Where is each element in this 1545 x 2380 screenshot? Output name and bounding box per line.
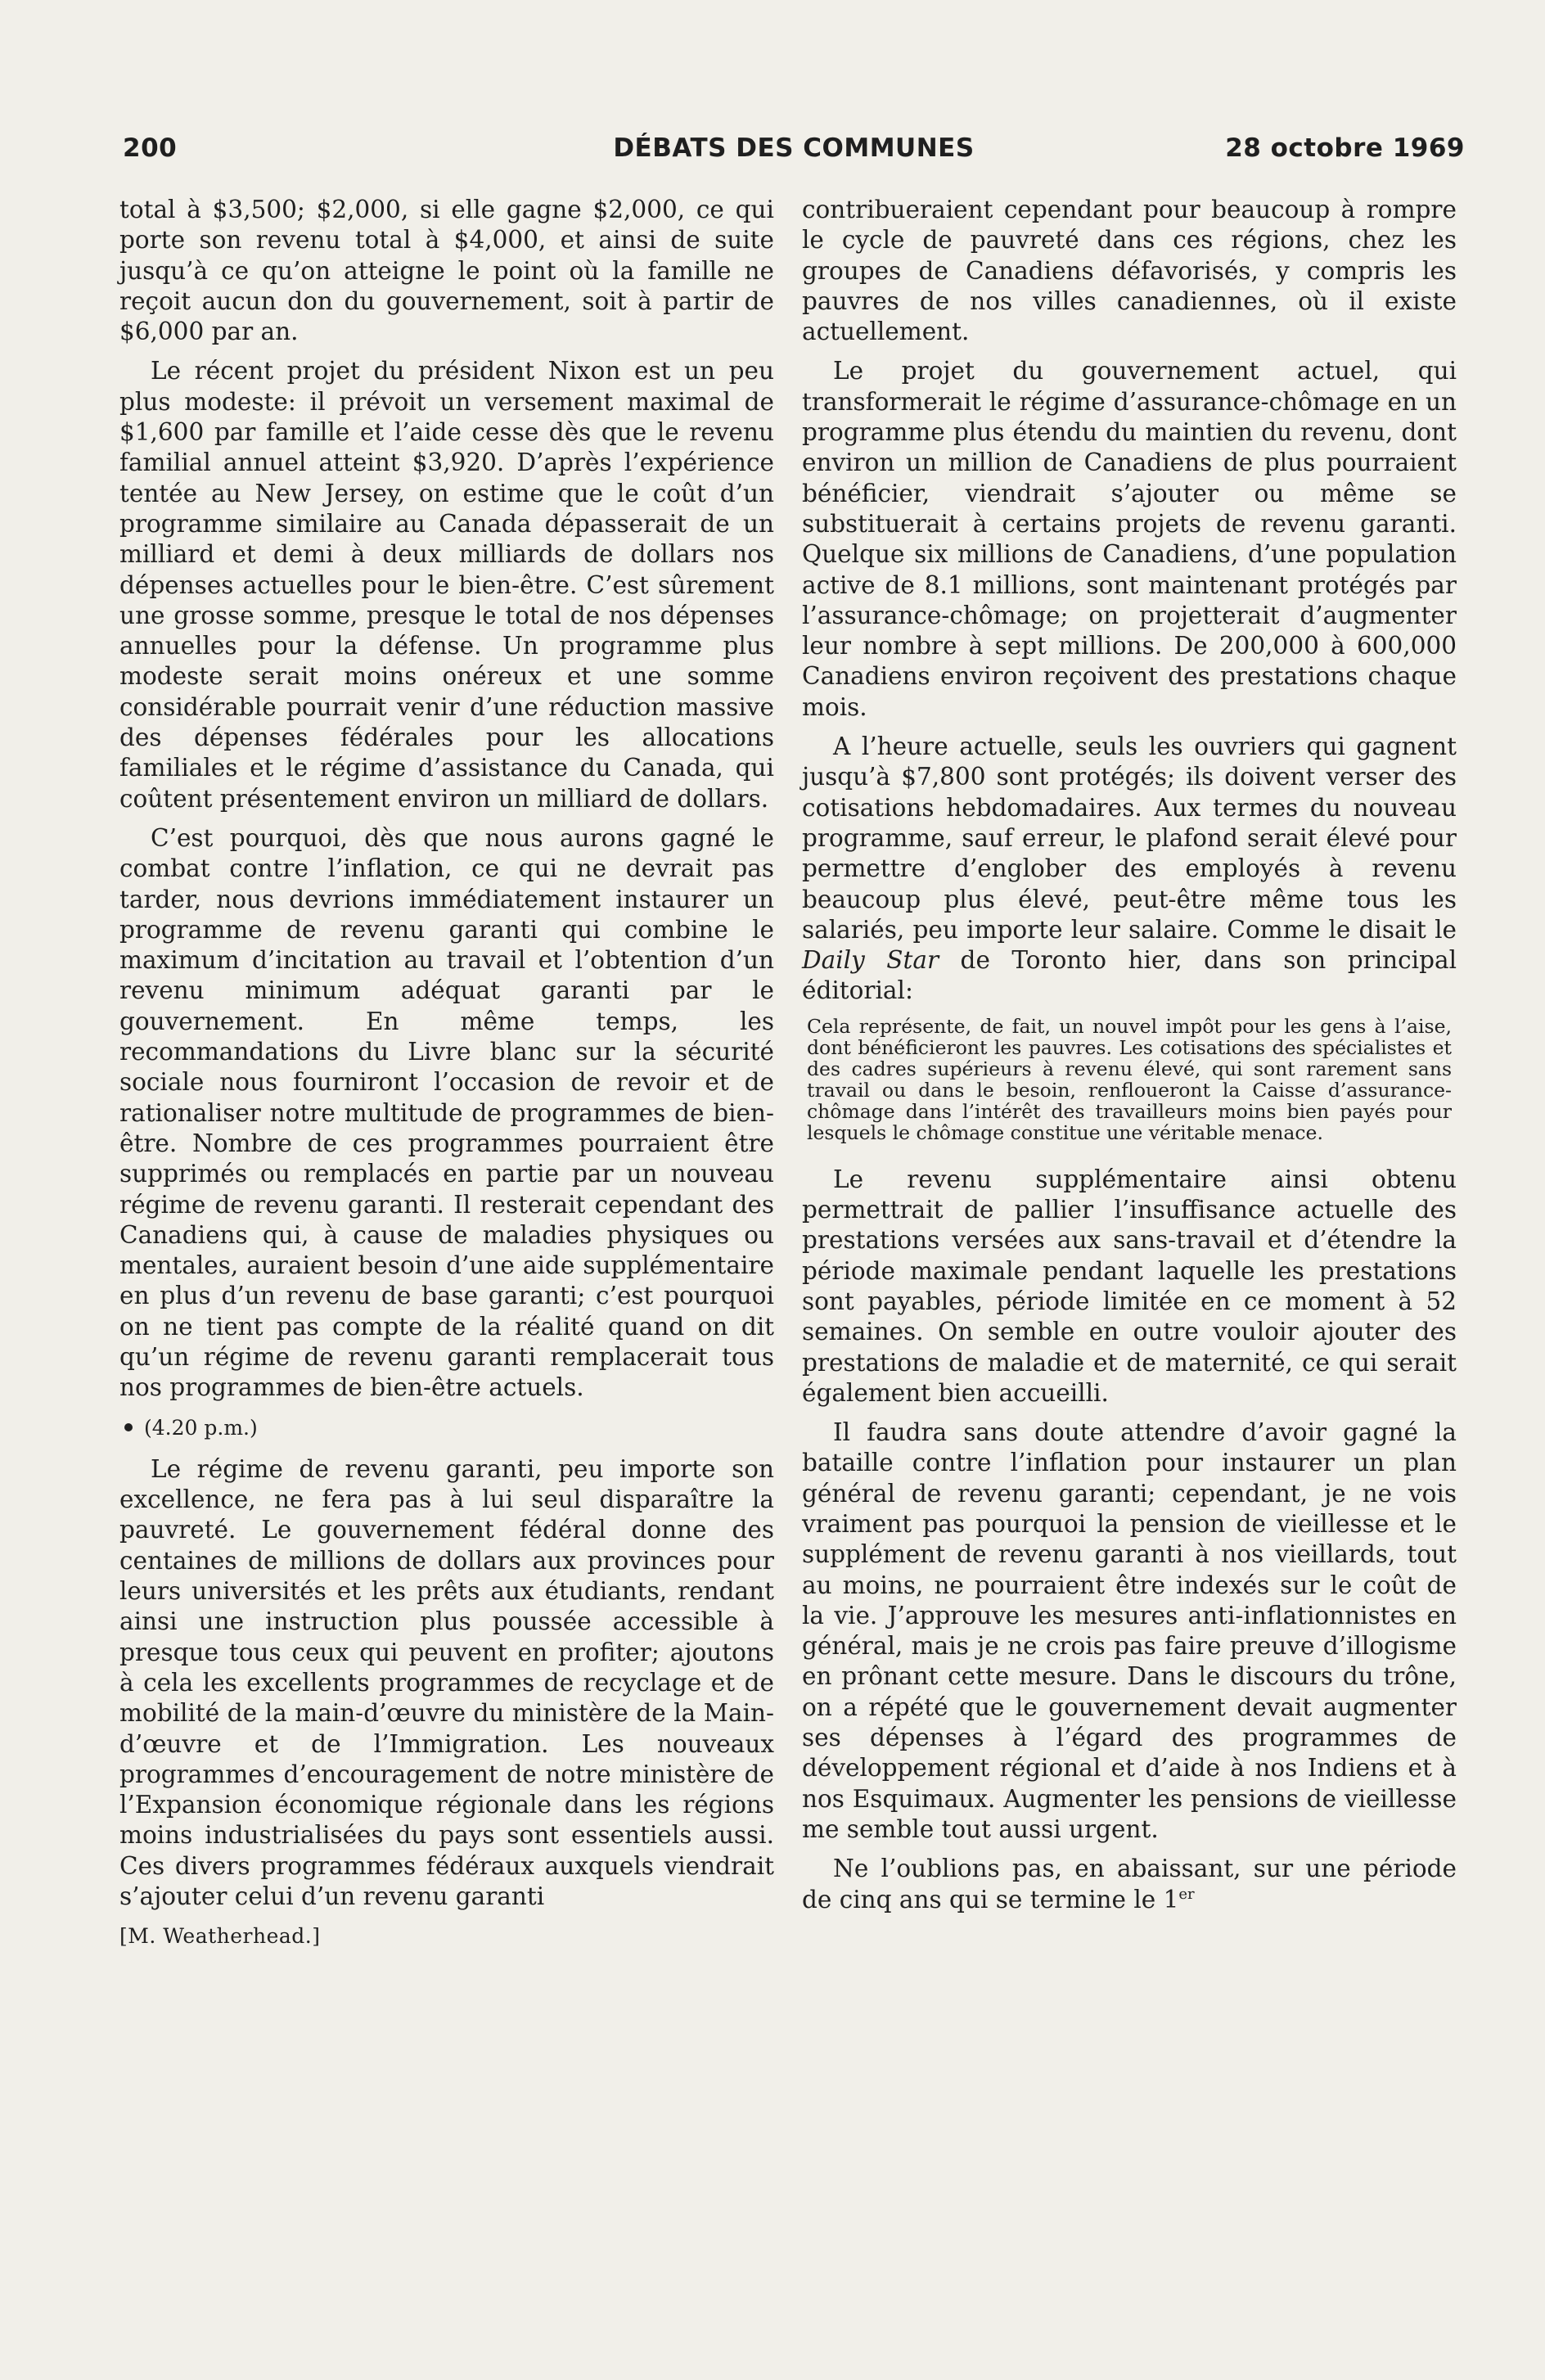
paragraph: Il faudra sans doute attendre d’avoir gagné la bataille contre l’inflation pour instaurer un plan général de revenu garanti; cependant, je ne vois vraiment pas pourquoi la pension de vieillesse et le supplément de revenu garanti à nos vieillards, tout au moins, ne pourraient être indexés sur le coût de la vie. J’approuve les mesures anti-inflationnistes en général, mais je ne crois pas faire preuve d’illogisme en prônant cette mesure. Dans le discours du trône, on a répété que le gouvernement devait augmenter ses dépenses à l’égard des programmes de développement régional et d’aide à nos Indiens et à nos Esquimaux. Augmenter les pensions de vieillesse me semble tout aussi urgent. [802, 1418, 1457, 1843]
page-date: 28 octobre 1969 [1225, 133, 1465, 163]
paragraph: Le revenu supplémentaire ainsi obtenu permettrait de pallier l’insuffisance actuelle des prestations versées aux sans-travail et d’étendre la période maximale pendant laquelle les prestations sont payables, période limitée en ce moment à 52 semaines. On semble en outre vouloir ajouter des prestations de maladie et de maternité, ce qui serait également bien accueilli. [802, 1165, 1457, 1407]
right-column [802, 195, 1457, 1924]
paragraph: C’est pourquoi, dès que nous aurons gagné le combat contre l’inflation, ce qui ne devrait pas tarder, nous devrions immédiatement instaurer un programme de revenu garanti qui combine le maximum d’incitation au travail et l’obtention d’un revenu minimum adéquat garanti par le gouvernement. En même temps, les recommandations du Livre blanc sur la sécurité sociale nous fourniront l’occasion de revoir et de rationaliser notre multitude de programmes de bien-être. Nombre de ces programmes pourraient être supprimés ou remplacés en partie par un nouveau régime de revenu garanti. Il resterait cependant des Canadiens qui, à cause de maladies physiques ou mentales, auraient besoin d’une aide supplémentaire en plus d’un revenu de base garanti; c’est pourquoi on ne tient pas compte de la réalité quand on dit qu’un régime de revenu garanti remplacerait tous nos programmes de bien-être actuels. [119, 823, 774, 1402]
paragraph: Le récent projet du président Nixon est un peu plus modeste: il prévoit un versement maximal de $1,600 par famille et l’aide cesse dès que le revenu familial annuel atteint $3,920. D’après l’expérience tentée au New Jersey, on estime que le coût d’un programme similaire au Canada dépasserait de un milliard et demi à deux milliards de dollars nos dépenses actuelles pour le bien-être. C’est sûrement une grosse somme, presque le total de nos dépenses annuelles pour la défense. Un programme plus modeste serait moins onéreux et une somme considérable pourrait venir d’une réduction massive des dépenses fédérales pour les allocations familiales et le régime d’assistance du Canada, qui coûtent présentement environ un milliard de dollars. [119, 357, 774, 813]
time-marker [119, 1413, 774, 1443]
speaker-attribution: [M. Weatherhead.] [119, 1924, 321, 1949]
left-column [119, 195, 774, 1952]
bullet-icon [124, 1423, 133, 1431]
paragraph: Le régime de revenu garanti, peu importe son excellence, ne fera pas à lui seul disparaître la pauvreté. Le gouvernement fédéral donne des centaines de millions de dollars aux provinces pour leurs universités et les prêts aux étudiants, rendant ainsi une instruction plus poussée accessible à presque tous ceux qui peuvent en profiter; ajoutons à cela les excellents programmes de recyclage et de mobilité de la main-d’œuvre du ministère de la Main-d’œuvre et de l’Immigration. Les nouveaux programmes d’encouragement de notre ministère de l’Expansion économique régionale dans les régions moins industrialisées du pays sont essentiels aussi. Ces divers programmes fédéraux auxquels viendrait s’ajouter celui d’un revenu garanti [119, 1454, 774, 1911]
paragraph-text: de Toronto hier, dans son principal éditorial: [802, 946, 1457, 1005]
newspaper-name: Daily Star [802, 946, 939, 975]
paragraph: Le projet du gouvernement actuel, qui transformerait le régime d’assurance-chômage en un programme plus étendu du maintien du revenu, dont environ un million de Canadiens de plus pourraient bénéficier, viendrait s’ajouter ou même se substituerait à certains projets de revenu garanti. Quelque six millions de Canadiens, d’une population active de 8.1 millions, sont maintenant protégés par l’assurance-chômage; on projetterait d’augmenter leur nombre à sept millions. De 200,000 à 600,000 Canadiens environ reçoivent des prestations chaque mois. [802, 357, 1457, 721]
page-number: 200 [123, 133, 178, 163]
paragraph: total à $3,500; $2,000, si elle gagne $2,000, ce qui porte son revenu total à $4,000, et ainsi de suite jusqu’à ce qu’on atteigne le point où la famille ne reçoit aucun don du gouvernement, soit à partir de $6,000 par an. [119, 196, 774, 346]
paragraph-text: A l’heure actuelle, seuls les ouvriers qui gagnent jusqu’à $7,800 sont protégés; ils doivent verser des cotisations hebdomadaires. Aux termes du nouveau programme, sauf erreur, le plafond serait élevé pour permettre d’englober des employés à revenu beaucoup plus élevé, peut-être même tous les salariés, peu importe leur salaire. Comme le disait le [802, 732, 1457, 944]
editorial-quote: Cela représente, de fait, un nouvel impôt pour les gens à l’aise, dont bénéficieront les pauvres. Les cotisations des spécialistes et des cadres supérieurs à revenu élevé, qui sont rarement sans travail ou dans le besoin, renfloueront la Caisse d’assurance-chômage dans l’intérêt des travailleurs moins bien payés pour lesquels le chômage constitue une véritable menace. [807, 1014, 1452, 1144]
publication-title: DÉBATS DES COMMUNES [613, 133, 975, 163]
time-marker-label: (4.20 p.m.) [144, 1415, 258, 1440]
paragraph-text: Ne l’oublions pas, en abaissant, sur une période de cinq ans qui se termine le 1 [802, 1855, 1457, 1913]
paragraph: contribueraient cependant pour beaucoup à rompre le cycle de pauvreté dans ces régions, chez les groupes de Canadiens défavorisés, y compris les pauvres de nos villes canadiennes, où il existe actuellement. [802, 196, 1457, 346]
superscript: er [1178, 1885, 1195, 1903]
paragraph [802, 1854, 1457, 1915]
paragraph [802, 732, 1457, 1007]
page-header [123, 133, 1465, 171]
